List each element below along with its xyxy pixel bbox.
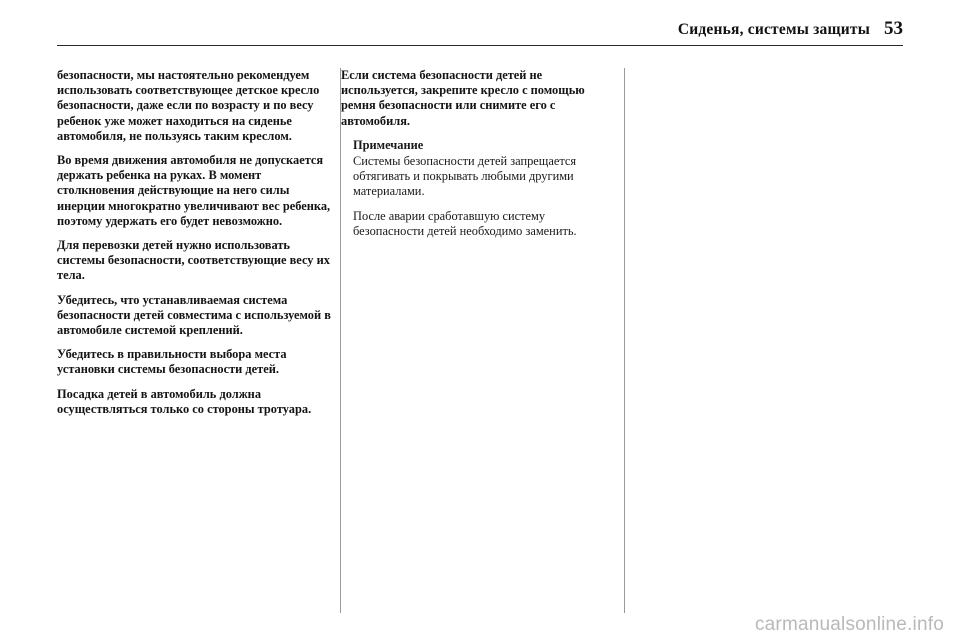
paragraph: Убедитесь в правильности выбора места установки системы безопасности детей.: [57, 347, 287, 377]
page-number: 53: [884, 18, 903, 39]
column-left: [57, 68, 334, 613]
paragraph: Если система безопасности детей не используется, закрепите кресло с помощью ремня безопасности или снимите его с автомобиля.: [341, 68, 585, 128]
notice-body: После аварии сработавшую систему безопасности детей необходимо заменить.: [353, 208, 577, 238]
watermark: [755, 614, 944, 636]
header-divider: [57, 45, 903, 46]
paragraph: Убедитесь, что устанавливаемая система безопасности детей совместима с используемой в автомобиле системой креплений.: [57, 292, 331, 338]
paragraph: безопасности, мы настоятельно рекомендуем использовать соответствующее детское кресло безопасности, даже если по возрасту и по весу ребенок уже может находиться на сиденье автомобиля, не пользуясь таким креслом.: [57, 68, 320, 143]
header-title: Сиденья, системы защиты: [677, 21, 870, 38]
notice-title: Примечание: [353, 137, 424, 152]
notice-body: Системы безопасности детей запрещается обтягивать и покрывать любыми другими материалами.: [353, 154, 577, 199]
page-header: [57, 18, 903, 40]
paragraph: Во время движения автомобиля не допускается держать ребенка на руках. В момент столкновения действующие на него силы инерции многократно увеличивают вес ребенка, поэтому удержать его будет невозможно.: [57, 153, 331, 228]
column-right: [625, 68, 902, 613]
column-container: [57, 68, 903, 613]
notice-block: [341, 138, 618, 239]
column-center: [341, 68, 618, 613]
watermark-text: carmanualsonline: [754, 614, 908, 635]
paragraph: Посадка детей в автомобиль должна осуществляться только со стороны тротуара.: [57, 386, 312, 416]
paragraph: Для перевозки детей нужно использовать системы безопасности, соответствующие весу их тела.: [57, 238, 330, 283]
watermark-suffix: .info: [907, 614, 944, 635]
